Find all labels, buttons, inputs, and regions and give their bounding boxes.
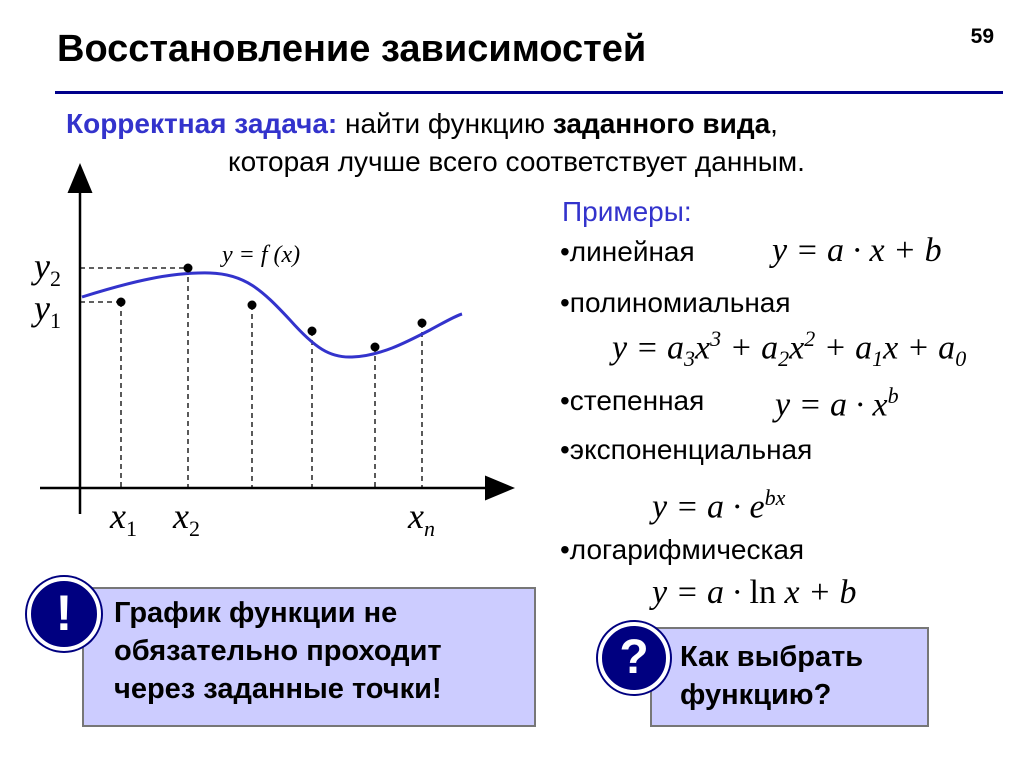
formula-exp: $y = a \cdot e^{bx}$	[652, 485, 786, 526]
task-text-b: заданного вида	[552, 108, 771, 139]
slide-title: Восстановление зависимостей	[57, 28, 647, 70]
example-log-name: •логарифмическая	[560, 534, 805, 565]
question-text	[680, 638, 863, 714]
example-power-name: •степенная	[560, 385, 705, 416]
note-line-3: через заданные точки!	[114, 673, 442, 705]
formula-power: $y = a \cdot x^b$	[775, 383, 899, 424]
page-number: 59	[970, 25, 994, 48]
x1-label: $x_1$	[110, 496, 137, 541]
task-text-c: ,	[770, 108, 778, 139]
exclamation-icon: !	[27, 577, 101, 651]
y1-label: $y_1$	[34, 288, 61, 333]
examples-heading: Примеры:	[562, 196, 692, 227]
formula-log: y = a · ln x + b	[652, 574, 857, 611]
question-line-1: Как выбрать	[680, 641, 864, 673]
question-icon: ?	[598, 622, 670, 694]
note-line-1: График функции не	[114, 597, 398, 629]
task-line-2: которая лучше всего соответствует данным.	[228, 146, 805, 177]
example-poly-name: •полиномиальная	[560, 287, 791, 318]
function-curve	[82, 273, 462, 357]
question-line-2: функцию?	[680, 679, 832, 711]
example-linear-name: •линейная	[560, 236, 695, 267]
function-label: y = f (x)	[222, 242, 301, 268]
y2-label: $y_2$	[34, 246, 61, 291]
task-label: Корректная задача:	[66, 108, 338, 139]
x2-label: $x_2$	[173, 496, 200, 541]
task-text-a: найти функцию	[337, 108, 553, 139]
formula-linear: y = a · x + b	[772, 232, 942, 269]
note-text	[114, 594, 442, 708]
note-line-2: обязательно проходит	[114, 635, 442, 667]
example-exp-name: •экспоненциальная	[560, 434, 813, 465]
formula-poly: $y = a_3x^3 + a_2x^2 + a_1x + a_0$	[612, 326, 967, 372]
xn-label: $x_n$	[408, 496, 435, 541]
